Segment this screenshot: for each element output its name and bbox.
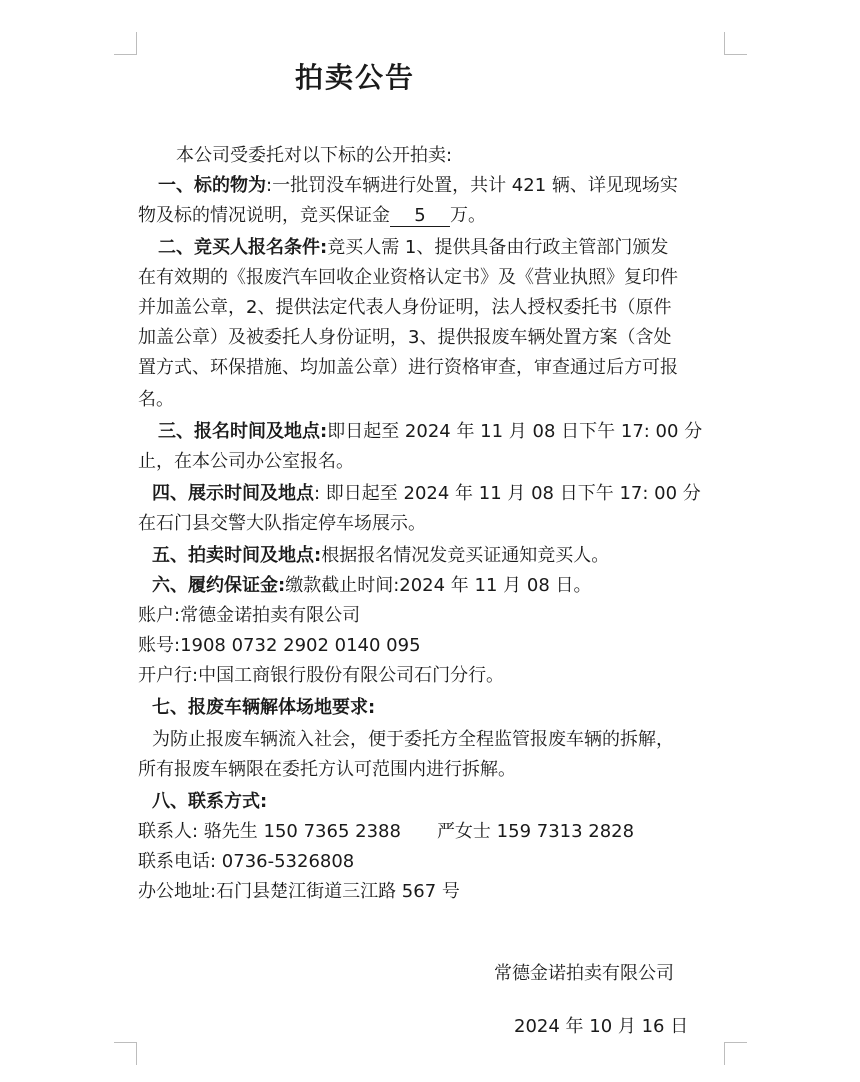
section-6-heading: 六、履约保证金: [152,575,286,596]
section-8-heading [152,790,752,814]
office-address: 办公地址:石门县楚江街道三江路 567 号 [138,881,460,902]
section-1-text-2: 物及标的情况说明，竞买保证金 [138,205,390,226]
account-number: 账号:1908 0732 2902 0140 095 [138,635,421,656]
section-2-heading: 二、竞买人报名条件: [158,237,328,258]
section-3-heading: 三、报名时间及地点: [158,421,328,442]
section-7-line-1: 为防止报废车辆流入社会，便于委托方全程监管报废车辆的拆解， [152,729,674,750]
section-8-heading-text: 八、联系方式: [152,791,268,812]
contact-person-1: 联系人: 骆先生 150 7365 2388 [138,821,401,842]
corner-mark-bottom-right [724,1042,747,1065]
section-1-text-3: 万。 [450,205,486,226]
section-2-line-5: 置方式、环保措施、均加盖公章）进行资格审查，审查通过后方可报 [138,357,678,378]
section-7-heading [152,696,752,720]
signature-date: 2024 年 10 月 16 日 [514,1016,689,1037]
deposit-amount: 5 [390,206,450,227]
contact-phone: 联系电话: 0736-5326808 [138,851,355,872]
contact-person-2: 严女士 159 7313 2828 [436,821,635,842]
document-title: 拍卖公告 [294,61,415,94]
section-3-text-1: 即日起至 2024 年 11 月 08 日下午 17: 00 分 [327,421,703,442]
corner-mark-top-left [114,32,137,55]
section-3-line-1 [158,420,758,444]
corner-mark-top-right [724,32,747,55]
section-4-line-2: 在石门县交警大队指定停车场展示。 [138,513,426,534]
section-2-line-6: 名。 [138,389,174,410]
section-2-line-1 [158,236,758,260]
signature-company: 常德金诺拍卖有限公司 [494,963,674,984]
section-2-text-1: 竞买人需 1、提供具备由行政主管部门颁发 [327,237,669,258]
section-5-text: 根据报名情况发竞买证通知竞买人。 [321,545,610,566]
section-2-line-3: 并加盖公章，2、提供法定代表人身份证明，法人授权委托书（原件 [138,297,672,318]
section-6-line [152,574,752,598]
section-1-line-2 [138,204,738,228]
section-2-line-2: 在有效期的《报废汽车回收企业资格认定书》及《营业执照》复印件 [138,267,678,288]
section-1-text-1: :一批罚没车辆进行处置，共计 421 辆、详见现场实 [266,175,678,196]
section-6-text: 缴款截止时间:2024 年 11 月 08 日。 [285,575,592,596]
section-7-line-2: 所有报废车辆限在委托方认可范围内进行拆解。 [138,759,516,780]
section-3-line-2: 止，在本公司办公室报名。 [138,451,354,472]
bank-name: 开户行:中国工商银行股份有限公司石门分行。 [138,665,505,686]
section-4-text-1: : 即日起至 2024 年 11 月 08 日下午 17: 00 分 [314,483,701,504]
section-5-heading: 五、拍卖时间及地点: [152,545,322,566]
section-7-heading-text: 七、报废车辆解体场地要求: [152,697,376,718]
account-name: 账户:常德金诺拍卖有限公司 [138,605,361,626]
section-1-heading: 一、标的物为 [158,175,266,196]
corner-mark-bottom-left [114,1042,137,1065]
section-4-line-1 [152,482,752,506]
intro-line: 本公司受委托对以下标的公开拍卖: [176,145,453,166]
section-4-heading: 四、展示时间及地点 [152,483,314,504]
section-1-line-1 [158,174,758,198]
section-2-line-4: 加盖公章）及被委托人身份证明，3、提供报废车辆处置方案（含处 [138,327,672,348]
contact-line [138,820,738,844]
section-5-line [152,544,752,568]
